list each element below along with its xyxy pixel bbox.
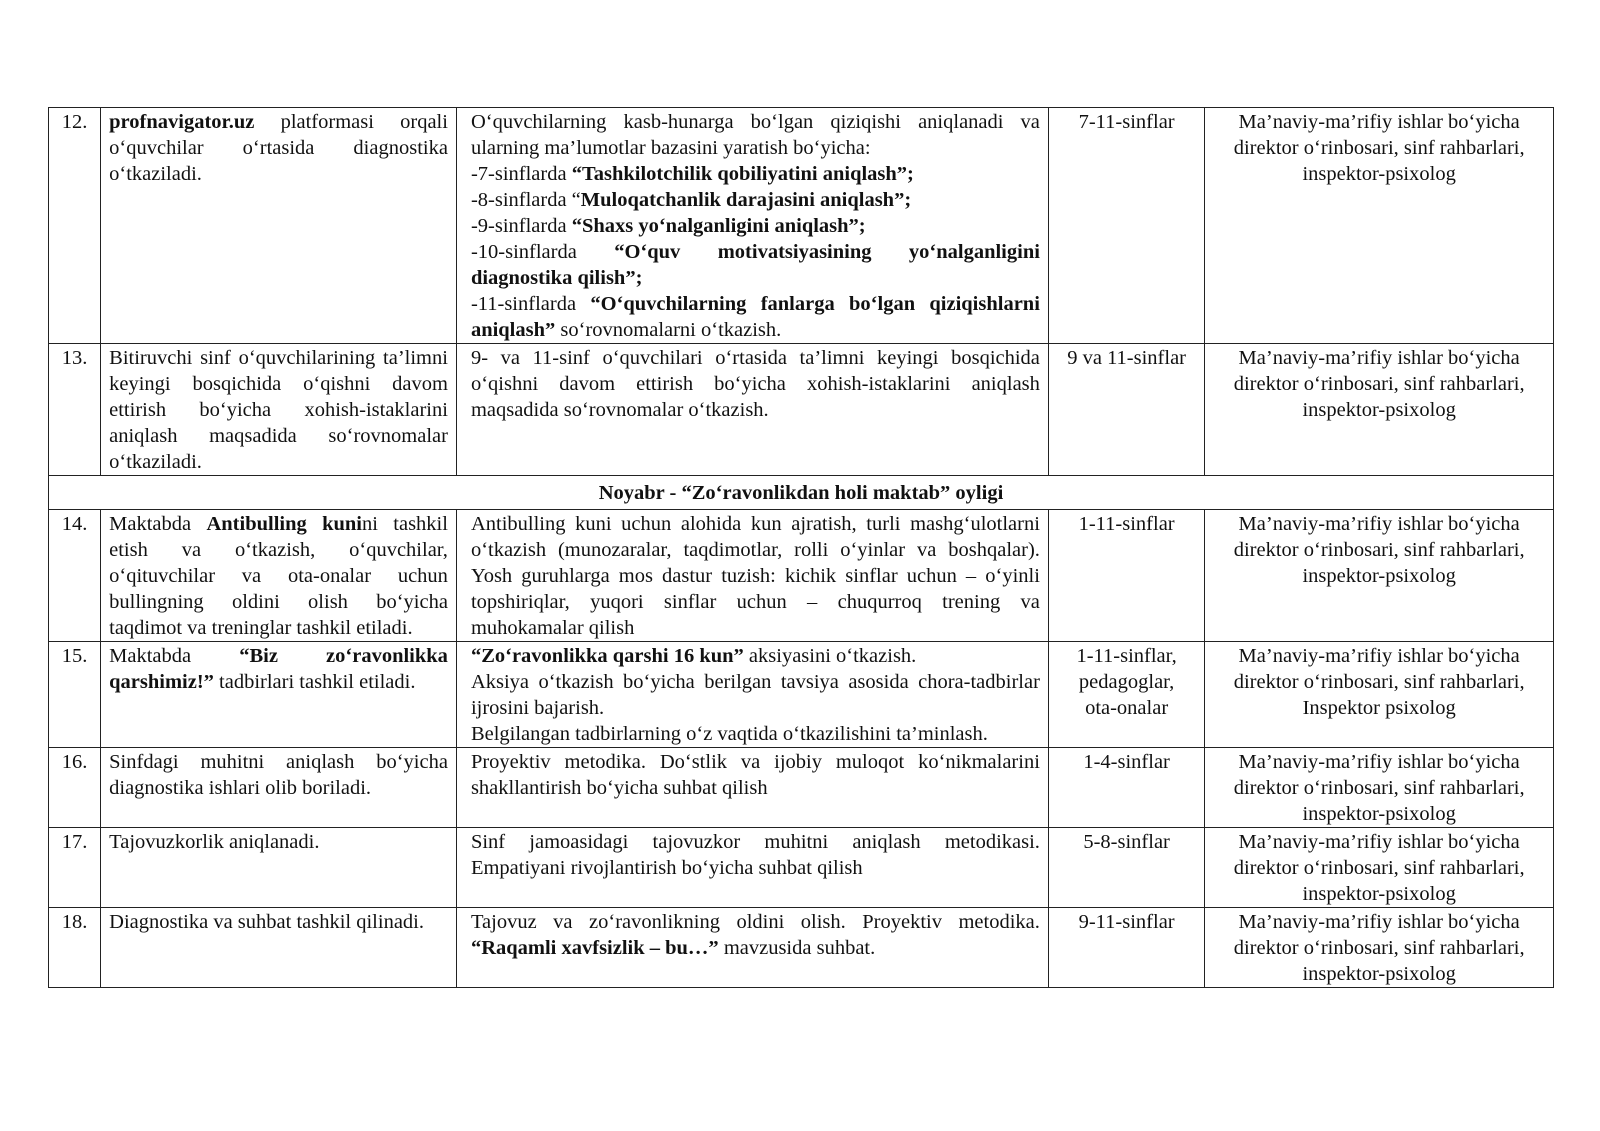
- activity-cell: [101, 748, 457, 828]
- activity-cell: [101, 108, 457, 344]
- target-audience: 1-4-sinflar: [1083, 751, 1170, 773]
- description-text: Proyektiv metodika. Do‘stlik va ijobiy muloqot ko‘nikmalarini shakllantirish bo‘yicha suhbat qilish: [470, 751, 1040, 799]
- responsible-cell: Ma’naviy-ma’rifiy ishlar bo‘yicha direktor o‘rinbosari, sinf rahbarlari, inspektor-psixolog: [1205, 908, 1554, 988]
- description-text: so‘rovnomalarni o‘tkazish.: [555, 319, 782, 341]
- activity-cell: [101, 828, 457, 908]
- table-row: [49, 748, 1554, 828]
- row-number: 16.: [49, 748, 101, 828]
- activity-bold-text: profnavigator.uz: [109, 111, 255, 133]
- target-audience: 7-11-sinflar: [1078, 111, 1175, 133]
- description-line: [465, 187, 1040, 213]
- description-text: Antibulling kuni uchun alohida kun ajratish, turli mashg‘ulotlarni o‘tkazish (munozaralar, taqdimotlar, rolli o‘yinlar va boshqalar). Yosh guruhlarga mos dastur tuzish: kichik sinflar uchun – o‘yinli topshiriqlar, yuqori sinflar uchun – chuqurroq trening va muhokamalar qilish: [470, 513, 1040, 639]
- target-cell: [1048, 828, 1204, 908]
- description-bold-text: “O‘quvchilarning fanlarga bo‘lgan qiziqishlarni aniqlash”: [470, 293, 1040, 341]
- target-cell: [1048, 642, 1204, 748]
- row-number: 15.: [49, 642, 101, 748]
- activity-cell: [101, 908, 457, 988]
- responsible-cell: Ma’naviy-ma’rifiy ishlar bo‘yicha direktor o‘rinbosari, sinf rahbarlari, inspektor-psixolog: [1205, 108, 1554, 344]
- activity-text: platformasi orqali o‘quvchilar o‘rtasida diagnostika o‘tkaziladi.: [109, 111, 448, 185]
- description-text: aksiyasini o‘tkazish.: [743, 645, 917, 667]
- responsible-cell: Ma’naviy-ma’rifiy ishlar bo‘yicha direktor o‘rinbosari, sinf rahbarlari, inspektor-psixolog: [1205, 828, 1554, 908]
- description-line: [465, 669, 1040, 721]
- target-audience: 9 va 11-sinflar: [1067, 347, 1187, 369]
- row-number: 12.: [49, 108, 101, 344]
- description-cell: [456, 510, 1048, 642]
- target-cell: [1048, 908, 1204, 988]
- section-title: Noyabr - “Zo‘ravonlikdan holi maktab” oyligi: [49, 476, 1554, 510]
- description-cell: [456, 748, 1048, 828]
- responsible-cell: Ma’naviy-ma’rifiy ishlar bo‘yicha direktor o‘rinbosari, sinf rahbarlari, Inspektor psixolog: [1205, 642, 1554, 748]
- description-bold-text: Muloqatchanlik darajasini aniqlash”;: [580, 189, 912, 211]
- row-number: 13.: [49, 344, 101, 476]
- target-cell: [1048, 748, 1204, 828]
- description-cell: [456, 828, 1048, 908]
- description-line: [465, 109, 1040, 161]
- activity-text: Maktabda: [109, 645, 240, 667]
- row-number: 17.: [49, 828, 101, 908]
- target-audience: pedagoglar,: [1078, 671, 1175, 693]
- target-audience: 9-11-sinflar: [1078, 911, 1175, 933]
- description-bold-text: “Zo‘ravonlikka qarshi 16 kun”: [470, 645, 744, 667]
- description-line: [465, 291, 1040, 343]
- table-row: [49, 108, 1554, 344]
- target-audience: 1-11-sinflar,: [1076, 645, 1177, 667]
- description-text: Belgilangan tadbirlarning o‘z vaqtida o‘tkazilishini ta’minlash.: [470, 723, 988, 745]
- row-number: 18.: [49, 908, 101, 988]
- description-bold-text: “O‘quv motivatsiyasining yo‘nalganligini diagnostika qilish”;: [470, 241, 1040, 289]
- description-line: [465, 213, 1040, 239]
- description-line: [465, 643, 1040, 669]
- activity-text: Bitiruvchi sinf o‘quvchilarining ta’limni keyingi bosqichida o‘qishni davom ettirish bo‘yicha xohish-istaklarini aniqlash maqsadida so‘rovnomalar o‘tkaziladi.: [109, 347, 448, 473]
- section-header-row: [49, 476, 1554, 510]
- document-page: [48, 107, 1554, 988]
- table-row: [49, 828, 1554, 908]
- description-cell: [456, 642, 1048, 748]
- description-cell: [456, 908, 1048, 988]
- activity-bold-text: Antibulling kuni: [206, 513, 362, 535]
- description-line: [465, 749, 1040, 801]
- activity-bold-text: “Biz zo‘ravonlikka qarshimiz!”: [109, 645, 448, 693]
- activity-cell: [101, 510, 457, 642]
- description-line: [465, 829, 1040, 881]
- plan-table-body: [49, 108, 1554, 988]
- activity-text: Maktabda: [109, 513, 207, 535]
- description-text: -8-sinflarda “: [470, 189, 581, 211]
- responsible-cell: Ma’naviy-ma’rifiy ishlar bo‘yicha direktor o‘rinbosari, sinf rahbarlari, inspektor-psixolog: [1205, 510, 1554, 642]
- description-bold-text: “Tashkilotchilik qobiliyatini aniqlash”;: [571, 163, 914, 185]
- description-bold-text: “Shaxs yo‘nalganligini aniqlash”;: [571, 215, 866, 237]
- target-cell: [1048, 510, 1204, 642]
- plan-table: [48, 107, 1554, 988]
- description-line: [465, 721, 1040, 747]
- description-line: [465, 909, 1040, 961]
- activity-cell: [101, 642, 457, 748]
- description-line: [465, 511, 1040, 641]
- row-number: 14.: [49, 510, 101, 642]
- description-text: Aksiya o‘tkazish bo‘yicha berilgan tavsiya asosida chora-tadbirlar ijrosini bajarish.: [470, 671, 1040, 719]
- description-text: Tajovuz va zo‘ravonlikning oldini olish. Proyektiv metodika.: [470, 911, 1040, 933]
- table-row: [49, 642, 1554, 748]
- description-text: 9- va 11-sinf o‘quvchilari o‘rtasida ta’limni keyingi bosqichida o‘qishni davom ettirish bo‘yicha xohish-istaklarini aniqlash maqsadida so‘rovnomalar o‘tkazish.: [470, 347, 1040, 421]
- description-cell: [456, 108, 1048, 344]
- description-text: -7-sinflarda: [470, 163, 572, 185]
- target-audience: ota-onalar: [1085, 697, 1169, 719]
- description-text: mavzusida suhbat.: [718, 937, 876, 959]
- description-cell: [456, 344, 1048, 476]
- activity-text: Diagnostika va suhbat tashkil qilinadi.: [109, 911, 424, 933]
- activity-text: ni tashkil etish va o‘tkazish, o‘quvchilar, o‘qituvchilar va ota-onalar uchun bullingning oldini olish bo‘yicha taqdimot va treninglar tashkil etiladi.: [109, 513, 448, 639]
- activity-text: tadbirlari tashkil etiladi.: [213, 671, 416, 693]
- responsible-cell: Ma’naviy-ma’rifiy ishlar bo‘yicha direktor o‘rinbosari, sinf rahbarlari, inspektor-psixolog: [1205, 748, 1554, 828]
- activity-text: Tajovuzkorlik aniqlanadi.: [109, 831, 320, 853]
- target-cell: [1048, 108, 1204, 344]
- target-audience: 5-8-sinflar: [1083, 831, 1170, 853]
- target-audience: 1-11-sinflar: [1078, 513, 1175, 535]
- description-text: -9-sinflarda: [470, 215, 572, 237]
- table-row: [49, 510, 1554, 642]
- description-text: Sinf jamoasidagi tajovuzkor muhitni aniqlash metodikasi. Empatiyani rivojlantirish bo‘yicha suhbat qilish: [470, 831, 1040, 879]
- responsible-cell: Ma’naviy-ma’rifiy ishlar bo‘yicha direktor o‘rinbosari, sinf rahbarlari, inspektor-psixolog: [1205, 344, 1554, 476]
- description-text: O‘quvchilarning kasb-hunarga bo‘lgan qiziqishi aniqlanadi va ularning ma’lumotlar bazasini yaratish bo‘yicha:: [470, 111, 1040, 159]
- description-line: [465, 345, 1040, 423]
- description-text: -10-sinflarda: [470, 241, 615, 263]
- description-bold-text: “Raqamli xavfsizlik – bu…”: [470, 937, 719, 959]
- activity-cell: [101, 344, 457, 476]
- description-line: [465, 239, 1040, 291]
- table-row: [49, 908, 1554, 988]
- target-cell: [1048, 344, 1204, 476]
- activity-text: Sinfdagi muhitni aniqlash bo‘yicha diagnostika ishlari olib boriladi.: [109, 751, 448, 799]
- description-line: [465, 161, 1040, 187]
- table-row: [49, 344, 1554, 476]
- description-text: -11-sinflarda: [470, 293, 591, 315]
